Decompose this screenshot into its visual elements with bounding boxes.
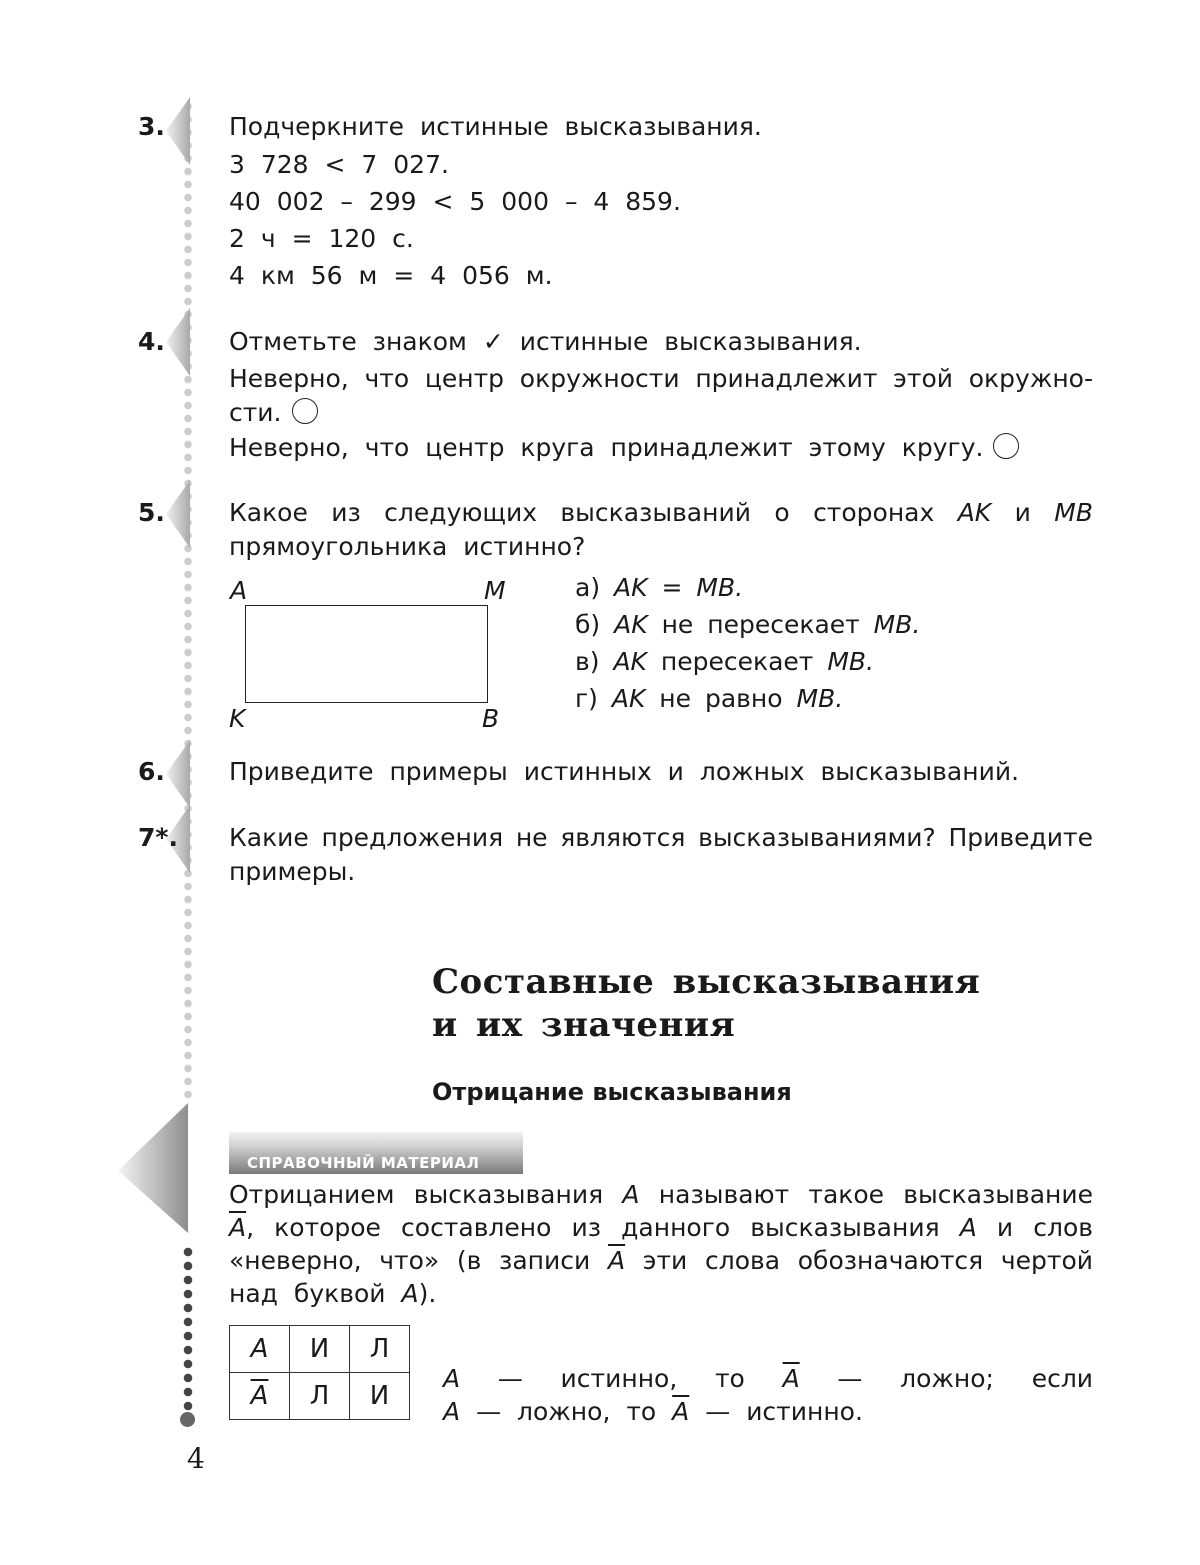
def-text: эти слова обозначаются чертой: [642, 1246, 1093, 1275]
option-mid: не равно: [659, 684, 783, 713]
definition-line-4: [229, 1279, 436, 1308]
option-mid: пересекает: [660, 647, 814, 676]
rule-var: A: [443, 1364, 461, 1393]
rule-text: ложно, то: [517, 1397, 657, 1426]
reference-banner: [229, 1132, 523, 1174]
option-g: [575, 684, 843, 713]
reference-marker: [118, 1103, 188, 1233]
truth-cell: Л: [350, 1326, 410, 1373]
task-6-marker: [166, 740, 190, 808]
task-5-marker: [166, 480, 190, 548]
rectangle-figure: [245, 605, 488, 703]
option-lhs: AK: [614, 573, 648, 602]
option-mid: =: [661, 573, 683, 602]
answer-circle-1[interactable]: [292, 398, 318, 424]
task-3-line-4: 4 км 56 м = 4 056 м.: [229, 261, 553, 290]
task-7-line-2: примеры.: [229, 857, 356, 886]
task-6-text: Приведите примеры истинных и ложных высказываний.: [229, 757, 1020, 786]
margin-dots-dark: [183, 1245, 193, 1417]
task-7-number: 7*.: [138, 823, 178, 852]
def-text: и слов: [996, 1213, 1093, 1242]
section-title-line-1: Составные высказывания: [432, 962, 981, 1002]
section-subtitle: Отрицание высказывания: [432, 1078, 792, 1106]
task-4-line-2-text: сти.: [229, 398, 282, 427]
page-number: 4: [187, 1442, 205, 1475]
definition-line-2: [229, 1213, 1093, 1242]
option-label: а): [575, 573, 601, 602]
def-text: называют такое высказывание: [658, 1180, 1094, 1209]
task-7-line-1: Какие предложения не являются высказываниями? Приведите: [229, 823, 1093, 852]
section-title-line-2: и их значения: [432, 1005, 736, 1045]
rule-line-1: [443, 1364, 1093, 1393]
rule-line-2: [443, 1397, 863, 1426]
option-rhs: MB.: [827, 647, 874, 676]
option-b: [575, 610, 920, 639]
rule-var-negated: $\overline{A}$: [782, 1364, 800, 1393]
side-ak: AK: [957, 498, 992, 527]
task-5-and: и: [1014, 498, 1031, 527]
rule-dash: —: [837, 1364, 863, 1393]
truth-cell: И: [290, 1326, 350, 1373]
option-label: г): [575, 684, 598, 713]
rule-dash: —: [476, 1397, 502, 1426]
vertex-b: B: [482, 704, 500, 733]
task-5-question: Какое из следующих высказываний о сторонах: [229, 498, 935, 527]
option-lhs: AK: [613, 647, 647, 676]
truth-table: [229, 1325, 410, 1420]
margin-end-dot: [180, 1412, 195, 1427]
def-text: , которое составлено из данного высказывания: [246, 1213, 940, 1242]
task-4-line-2: [229, 398, 318, 427]
task-3-line-3: 2 ч = 120 с.: [229, 224, 414, 253]
reference-label: СПРАВОЧНЫЙ МАТЕРИАЛ: [247, 1154, 480, 1172]
def-var: A: [959, 1213, 977, 1242]
option-lhs: AK: [611, 684, 646, 713]
vertex-m: M: [484, 576, 506, 605]
task-4-line-3-text: Неверно, что центр круга принадлежит этому кругу.: [229, 433, 984, 462]
option-lhs: AK: [614, 610, 648, 639]
def-var-negated: $\overline{A}$: [229, 1213, 247, 1242]
option-label: б): [575, 610, 601, 639]
def-text: Отрицанием высказывания: [229, 1180, 604, 1209]
vertex-a: A: [230, 576, 248, 605]
rule-text: ложно; если: [900, 1364, 1094, 1393]
truth-table-row: [230, 1326, 410, 1373]
task-5-line-2: прямоугольника истинно?: [229, 532, 586, 561]
option-a: [575, 573, 743, 602]
task-4-marker: [166, 308, 190, 376]
option-v: [575, 647, 874, 676]
margin-dots-light: [183, 100, 193, 1100]
task-4-line-3: [229, 433, 1019, 462]
answer-circle-2[interactable]: [993, 433, 1019, 459]
task-3-prompt: Подчеркните истинные высказывания.: [229, 112, 762, 141]
def-var-negated: $\overline{A}$: [607, 1246, 626, 1275]
def-var: A: [622, 1180, 640, 1209]
def-text: над буквой: [229, 1279, 386, 1308]
task-3-line-1: 3 728 < 7 027.: [229, 150, 449, 179]
truth-cell: И: [350, 1373, 410, 1420]
option-rhs: MB.: [796, 684, 844, 713]
task-4-number: 4.: [138, 327, 165, 356]
rule-var: A: [443, 1397, 461, 1426]
def-var: A: [401, 1279, 419, 1308]
truth-cell: A: [230, 1326, 290, 1373]
def-text: ).: [418, 1279, 437, 1308]
rule-var-negated: $\overline{A}$: [672, 1397, 690, 1426]
vertex-k: K: [229, 704, 246, 733]
rule-text: истинно.: [746, 1397, 863, 1426]
rule-dash: —: [705, 1397, 731, 1426]
truth-cell: Л: [290, 1373, 350, 1420]
task-4-line-1: Неверно, что центр окружности принадлежит этой окружно-: [229, 364, 1093, 393]
option-rhs: MB.: [696, 573, 744, 602]
truth-cell: $\overline{A}$: [230, 1373, 290, 1420]
rule-dash: —: [497, 1364, 523, 1393]
task-6-number: 6.: [138, 757, 165, 786]
task-3-line-2: 40 002 – 299 < 5 000 – 4 859.: [229, 187, 681, 216]
definition-line-3: [229, 1246, 1093, 1275]
task-3-number: 3.: [138, 112, 165, 141]
def-text: «неверно, что» (в записи: [229, 1246, 591, 1275]
truth-table-row: [230, 1373, 410, 1420]
task-4-prompt: Отметьте знаком ✓ истинные высказывания.: [229, 327, 862, 356]
side-mb: MB: [1054, 498, 1093, 527]
option-label: в): [575, 647, 600, 676]
task-5-number: 5.: [138, 498, 165, 527]
definition-line-1: [229, 1180, 1093, 1209]
option-rhs: MB.: [873, 610, 921, 639]
task-3-marker: [166, 97, 190, 165]
rule-text: истинно, то: [560, 1364, 745, 1393]
task-5-line-1: [229, 498, 1093, 527]
option-mid: не пересекает: [661, 610, 860, 639]
